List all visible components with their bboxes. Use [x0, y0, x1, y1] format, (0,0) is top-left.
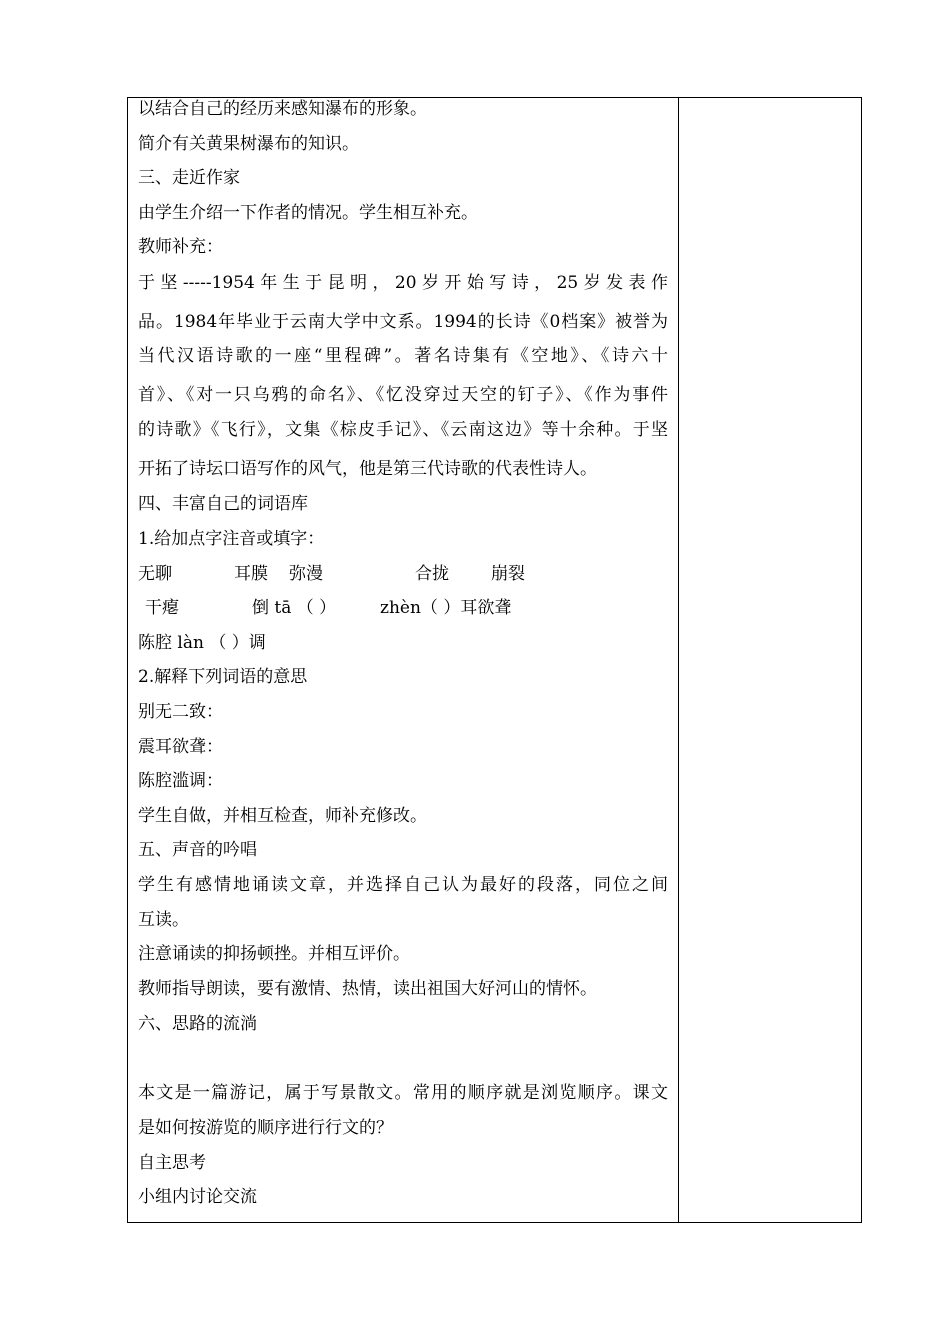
- notes-cell: [679, 98, 861, 1222]
- text-line: 学生有感情地诵读文章，并选择自己认为最好的段落，同位之间: [138, 875, 668, 895]
- vocab-word: 合拢: [415, 564, 449, 584]
- text-line: 简介有关黄果树瀑布的知识。: [138, 134, 359, 154]
- vocab-word: 无聊: [138, 564, 172, 584]
- vocab-row-3: 陈腔 làn （ ）调: [138, 633, 266, 653]
- text-line: 是如何按游览的顺序进行行文的？: [138, 1118, 393, 1138]
- text-line: 互读。: [138, 910, 189, 930]
- text-line: 的诗歌》《飞行》，文集《棕皮手记》、《云南这边》等十余种。于坚: [138, 420, 668, 440]
- text-line: 教师指导朗读，要有激情、热情，读出祖国大好河山的情怀。: [138, 979, 597, 999]
- text-line: 教师补充：: [138, 237, 223, 257]
- vocab-word: 耳膜: [234, 564, 268, 584]
- text-line: 震耳欲聋：: [138, 737, 223, 757]
- lesson-table: [127, 97, 862, 1223]
- section-heading: 五、声音的吟唱: [138, 840, 257, 860]
- text-line: 陈腔滥调：: [138, 771, 223, 791]
- vocab-word: 干瘪: [145, 598, 179, 618]
- text-line: 1.给加点字注音或填字：: [138, 529, 325, 549]
- text-line: 品。1984年毕业于云南大学中文系。1994的长诗《0档案》被誉为: [138, 312, 668, 332]
- text-line: 学生自做，并相互检查，师补充修改。: [138, 806, 427, 826]
- section-heading: 三、走近作家: [138, 168, 240, 188]
- text-line: 于坚-----1954年生于昆明，20岁开始写诗，25岁发表作: [138, 273, 668, 293]
- text-line: 自主思考: [138, 1153, 206, 1173]
- text-line: 首》、《对一只乌鸦的命名》、《忆没穿过天空的钉子》、《作为事件: [138, 385, 668, 405]
- section-heading: 四、丰富自己的词语库: [138, 494, 308, 514]
- text-line: 以结合自己的经历来感知瀑布的形象。: [138, 99, 427, 119]
- vocab-word: 弥漫: [289, 564, 323, 584]
- text-line: 开拓了诗坛口语写作的风气，他是第三代诗歌的代表性诗人。: [138, 459, 597, 479]
- section-heading: 六、思路的流淌: [138, 1014, 257, 1034]
- vocab-word: 倒 tā （ ）: [252, 598, 337, 618]
- text-line: 别无二致：: [138, 702, 223, 722]
- text-line: 本文是一篇游记，属于写景散文。常用的顺序就是浏览顺序。课文: [138, 1083, 668, 1103]
- text-line: 当代汉语诗歌的一座“里程碑”。著名诗集有《空地》、《诗六十: [138, 346, 668, 366]
- text-line: 注意诵读的抑扬顿挫。并相互评价。: [138, 944, 410, 964]
- text-line: 2.解释下列词语的意思: [138, 667, 308, 687]
- text-line: 小组内讨论交流: [138, 1187, 257, 1207]
- vocab-word: 崩裂: [491, 564, 525, 584]
- text-line: 由学生介绍一下作者的情况。学生相互补充。: [138, 203, 478, 223]
- vocab-word: zhèn（ ）耳欲聋: [380, 598, 512, 618]
